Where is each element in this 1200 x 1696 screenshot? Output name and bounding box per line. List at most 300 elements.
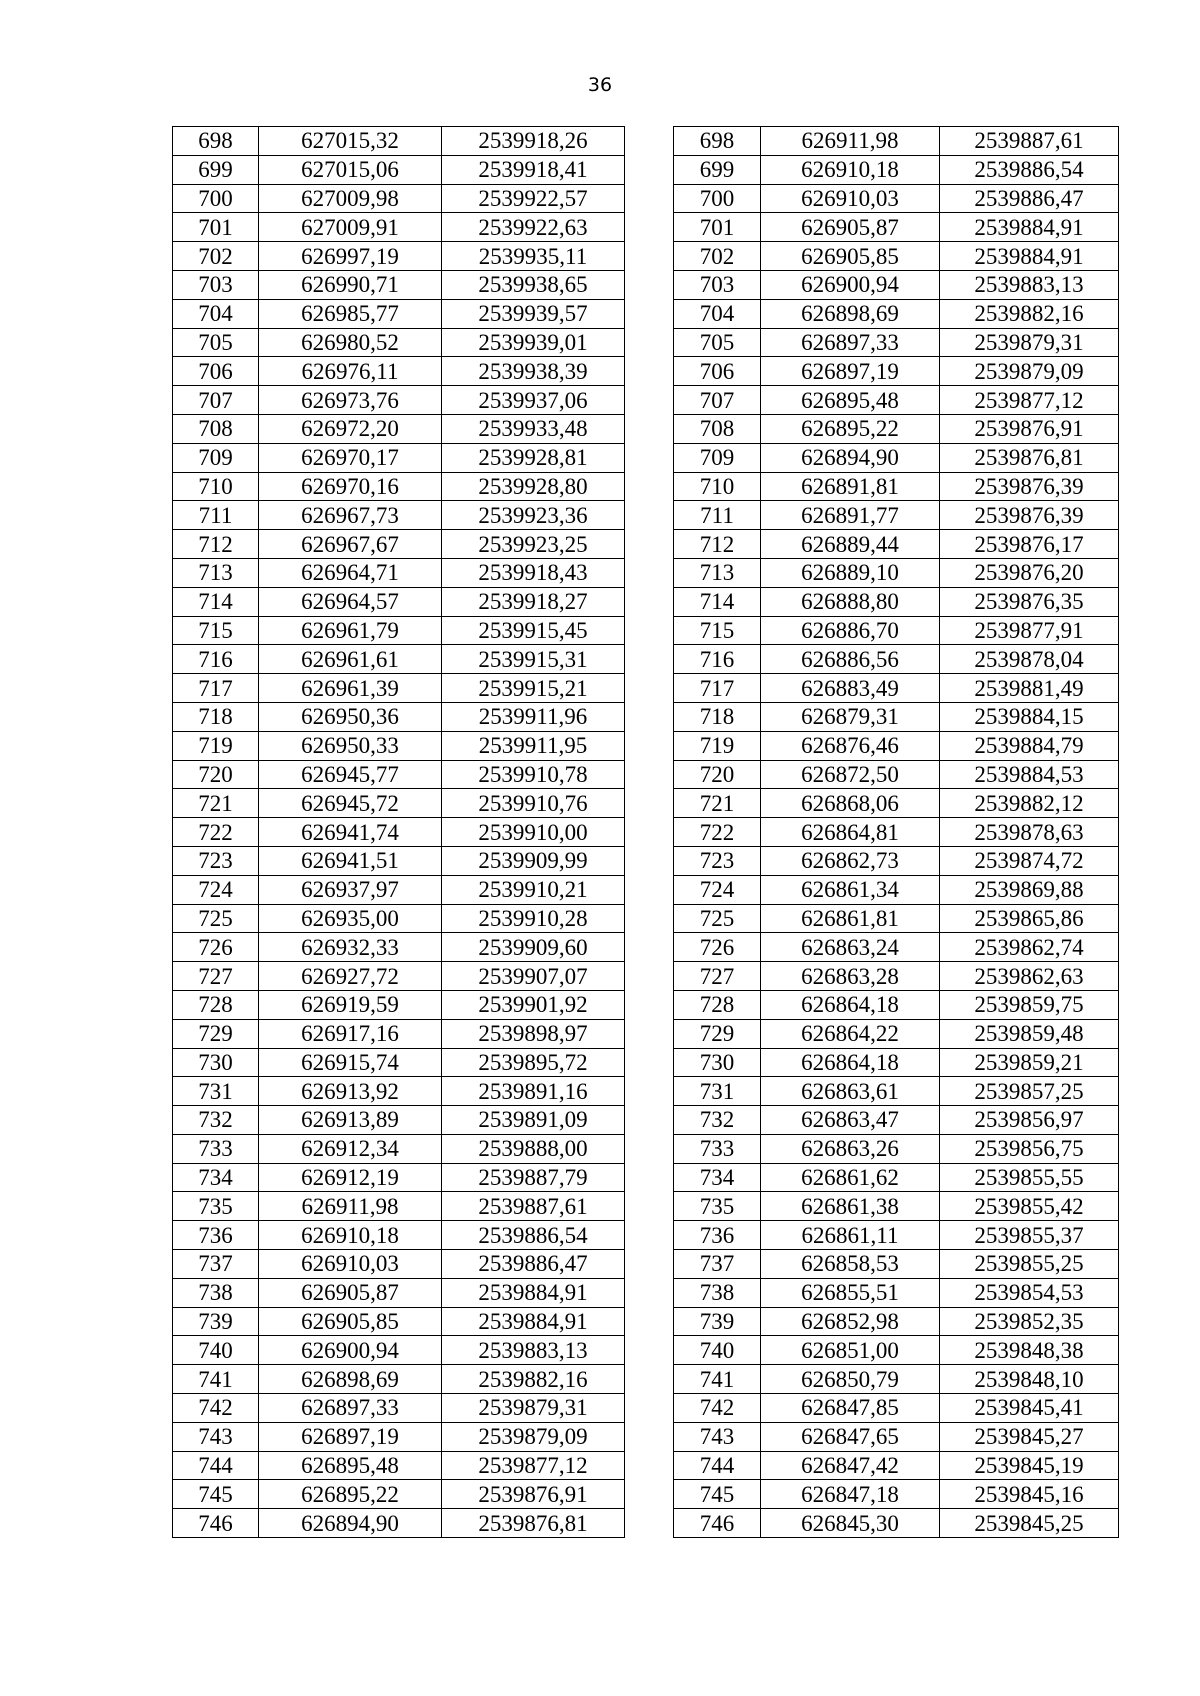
x-coordinate-cell: 626879,31 bbox=[761, 702, 940, 731]
y-coordinate-cell: 2539882,16 bbox=[442, 1365, 625, 1394]
x-coordinate-cell: 626913,89 bbox=[259, 1106, 442, 1135]
point-number-cell: 728 bbox=[674, 990, 761, 1019]
table-row bbox=[173, 1048, 1119, 1077]
point-number-cell: 719 bbox=[674, 731, 761, 760]
x-coordinate-cell: 626910,03 bbox=[259, 1250, 442, 1279]
x-coordinate-cell: 626950,36 bbox=[259, 702, 442, 731]
x-coordinate-cell: 626905,85 bbox=[259, 1307, 442, 1336]
point-number-cell: 739 bbox=[674, 1307, 761, 1336]
x-coordinate-cell: 626868,06 bbox=[761, 789, 940, 818]
table-row bbox=[173, 1365, 1119, 1394]
point-number-cell: 736 bbox=[173, 1221, 259, 1250]
y-coordinate-cell: 2539918,43 bbox=[442, 558, 625, 587]
y-coordinate-cell: 2539887,61 bbox=[442, 1192, 625, 1221]
x-coordinate-cell: 626895,48 bbox=[259, 1451, 442, 1480]
x-coordinate-cell: 626850,79 bbox=[761, 1365, 940, 1394]
x-coordinate-cell: 626891,81 bbox=[761, 472, 940, 501]
table-row bbox=[173, 1077, 1119, 1106]
x-coordinate-cell: 626964,57 bbox=[259, 587, 442, 616]
y-coordinate-cell: 2539918,41 bbox=[442, 155, 625, 184]
x-coordinate-cell: 626941,74 bbox=[259, 818, 442, 847]
table-row bbox=[173, 443, 1119, 472]
table-row bbox=[173, 299, 1119, 328]
column-gap-cell bbox=[625, 1394, 674, 1423]
x-coordinate-cell: 626847,42 bbox=[761, 1451, 940, 1480]
table-row bbox=[173, 990, 1119, 1019]
x-coordinate-cell: 626863,24 bbox=[761, 933, 940, 962]
point-number-cell: 701 bbox=[173, 213, 259, 242]
table-row bbox=[173, 1336, 1119, 1365]
y-coordinate-cell: 2539876,39 bbox=[940, 501, 1119, 530]
y-coordinate-cell: 2539845,27 bbox=[940, 1422, 1119, 1451]
column-gap-cell bbox=[625, 1077, 674, 1106]
table-row bbox=[173, 1307, 1119, 1336]
point-number-cell: 740 bbox=[173, 1336, 259, 1365]
y-coordinate-cell: 2539907,07 bbox=[442, 962, 625, 991]
table-row bbox=[173, 1106, 1119, 1135]
x-coordinate-cell: 626932,33 bbox=[259, 933, 442, 962]
table-row bbox=[173, 1422, 1119, 1451]
point-number-cell: 706 bbox=[674, 357, 761, 386]
x-coordinate-cell: 626889,10 bbox=[761, 558, 940, 587]
y-coordinate-cell: 2539910,78 bbox=[442, 760, 625, 789]
table-row bbox=[173, 1278, 1119, 1307]
x-coordinate-cell: 626970,16 bbox=[259, 472, 442, 501]
y-coordinate-cell: 2539891,16 bbox=[442, 1077, 625, 1106]
column-gap-cell bbox=[625, 357, 674, 386]
point-number-cell: 708 bbox=[674, 414, 761, 443]
column-gap-cell bbox=[625, 155, 674, 184]
table-row bbox=[173, 875, 1119, 904]
x-coordinate-cell: 627015,06 bbox=[259, 155, 442, 184]
table-row bbox=[173, 587, 1119, 616]
column-gap-cell bbox=[625, 875, 674, 904]
x-coordinate-cell: 626961,61 bbox=[259, 645, 442, 674]
point-number-cell: 721 bbox=[674, 789, 761, 818]
point-number-cell: 718 bbox=[674, 702, 761, 731]
y-coordinate-cell: 2539848,38 bbox=[940, 1336, 1119, 1365]
y-coordinate-cell: 2539877,91 bbox=[940, 616, 1119, 645]
point-number-cell: 719 bbox=[173, 731, 259, 760]
y-coordinate-cell: 2539886,47 bbox=[940, 184, 1119, 213]
y-coordinate-cell: 2539876,35 bbox=[940, 587, 1119, 616]
point-number-cell: 715 bbox=[173, 616, 259, 645]
y-coordinate-cell: 2539922,63 bbox=[442, 213, 625, 242]
column-gap-cell bbox=[625, 270, 674, 299]
y-coordinate-cell: 2539918,26 bbox=[442, 127, 625, 156]
y-coordinate-cell: 2539854,53 bbox=[940, 1278, 1119, 1307]
point-number-cell: 707 bbox=[674, 386, 761, 415]
y-coordinate-cell: 2539855,25 bbox=[940, 1250, 1119, 1279]
table-row bbox=[173, 357, 1119, 386]
y-coordinate-cell: 2539918,27 bbox=[442, 587, 625, 616]
point-number-cell: 733 bbox=[173, 1134, 259, 1163]
y-coordinate-cell: 2539909,60 bbox=[442, 933, 625, 962]
y-coordinate-cell: 2539939,01 bbox=[442, 328, 625, 357]
x-coordinate-cell: 626905,85 bbox=[761, 242, 940, 271]
y-coordinate-cell: 2539884,91 bbox=[442, 1278, 625, 1307]
point-number-cell: 732 bbox=[674, 1106, 761, 1135]
y-coordinate-cell: 2539887,61 bbox=[940, 127, 1119, 156]
x-coordinate-cell: 626872,50 bbox=[761, 760, 940, 789]
point-number-cell: 699 bbox=[173, 155, 259, 184]
y-coordinate-cell: 2539876,39 bbox=[940, 472, 1119, 501]
x-coordinate-cell: 626847,85 bbox=[761, 1394, 940, 1423]
y-coordinate-cell: 2539928,81 bbox=[442, 443, 625, 472]
x-coordinate-cell: 626927,72 bbox=[259, 962, 442, 991]
x-coordinate-cell: 626912,19 bbox=[259, 1163, 442, 1192]
x-coordinate-cell: 626900,94 bbox=[761, 270, 940, 299]
y-coordinate-cell: 2539878,04 bbox=[940, 645, 1119, 674]
point-number-cell: 707 bbox=[173, 386, 259, 415]
point-number-cell: 738 bbox=[674, 1278, 761, 1307]
page-number: 36 bbox=[587, 74, 613, 96]
x-coordinate-cell: 626894,90 bbox=[761, 443, 940, 472]
x-coordinate-cell: 626967,73 bbox=[259, 501, 442, 530]
x-coordinate-cell: 626895,22 bbox=[259, 1480, 442, 1509]
y-coordinate-cell: 2539856,97 bbox=[940, 1106, 1119, 1135]
x-coordinate-cell: 626883,49 bbox=[761, 674, 940, 703]
point-number-cell: 742 bbox=[674, 1394, 761, 1423]
x-coordinate-cell: 626913,92 bbox=[259, 1077, 442, 1106]
x-coordinate-cell: 626990,71 bbox=[259, 270, 442, 299]
y-coordinate-cell: 2539845,19 bbox=[940, 1451, 1119, 1480]
x-coordinate-cell: 626845,30 bbox=[761, 1509, 940, 1538]
x-coordinate-cell: 626985,77 bbox=[259, 299, 442, 328]
y-coordinate-cell: 2539877,12 bbox=[940, 386, 1119, 415]
x-coordinate-cell: 626891,77 bbox=[761, 501, 940, 530]
column-gap-cell bbox=[625, 1048, 674, 1077]
point-number-cell: 713 bbox=[674, 558, 761, 587]
column-gap-cell bbox=[625, 1365, 674, 1394]
column-gap-cell bbox=[625, 1106, 674, 1135]
column-gap-cell bbox=[625, 443, 674, 472]
y-coordinate-cell: 2539855,42 bbox=[940, 1192, 1119, 1221]
x-coordinate-cell: 626861,62 bbox=[761, 1163, 940, 1192]
x-coordinate-cell: 626967,67 bbox=[259, 530, 442, 559]
point-number-cell: 724 bbox=[173, 875, 259, 904]
point-number-cell: 715 bbox=[674, 616, 761, 645]
column-gap-cell bbox=[625, 933, 674, 962]
y-coordinate-cell: 2539895,72 bbox=[442, 1048, 625, 1077]
y-coordinate-cell: 2539882,12 bbox=[940, 789, 1119, 818]
table-row bbox=[173, 645, 1119, 674]
y-coordinate-cell: 2539869,88 bbox=[940, 875, 1119, 904]
y-coordinate-cell: 2539845,25 bbox=[940, 1509, 1119, 1538]
table-row bbox=[173, 789, 1119, 818]
point-number-cell: 742 bbox=[173, 1394, 259, 1423]
point-number-cell: 731 bbox=[674, 1077, 761, 1106]
x-coordinate-cell: 626851,00 bbox=[761, 1336, 940, 1365]
point-number-cell: 714 bbox=[674, 587, 761, 616]
point-number-cell: 726 bbox=[173, 933, 259, 962]
y-coordinate-cell: 2539923,36 bbox=[442, 501, 625, 530]
point-number-cell: 716 bbox=[674, 645, 761, 674]
column-gap-cell bbox=[625, 299, 674, 328]
point-number-cell: 746 bbox=[173, 1509, 259, 1538]
y-coordinate-cell: 2539923,25 bbox=[442, 530, 625, 559]
y-coordinate-cell: 2539877,12 bbox=[442, 1451, 625, 1480]
x-coordinate-cell: 626864,18 bbox=[761, 990, 940, 1019]
x-coordinate-cell: 626897,33 bbox=[259, 1394, 442, 1423]
point-number-cell: 731 bbox=[173, 1077, 259, 1106]
x-coordinate-cell: 626900,94 bbox=[259, 1336, 442, 1365]
y-coordinate-cell: 2539910,28 bbox=[442, 904, 625, 933]
x-coordinate-cell: 626945,72 bbox=[259, 789, 442, 818]
point-number-cell: 729 bbox=[674, 1019, 761, 1048]
column-gap-cell bbox=[625, 558, 674, 587]
y-coordinate-cell: 2539884,91 bbox=[940, 213, 1119, 242]
table-row bbox=[173, 1192, 1119, 1221]
point-number-cell: 717 bbox=[674, 674, 761, 703]
point-number-cell: 708 bbox=[173, 414, 259, 443]
column-gap-cell bbox=[625, 1019, 674, 1048]
y-coordinate-cell: 2539928,80 bbox=[442, 472, 625, 501]
y-coordinate-cell: 2539879,31 bbox=[442, 1394, 625, 1423]
x-coordinate-cell: 626973,76 bbox=[259, 386, 442, 415]
coordinates-table-body bbox=[173, 127, 1119, 1538]
y-coordinate-cell: 2539878,63 bbox=[940, 818, 1119, 847]
y-coordinate-cell: 2539886,47 bbox=[442, 1250, 625, 1279]
x-coordinate-cell: 627009,91 bbox=[259, 213, 442, 242]
point-number-cell: 737 bbox=[173, 1250, 259, 1279]
x-coordinate-cell: 626886,70 bbox=[761, 616, 940, 645]
point-number-cell: 728 bbox=[173, 990, 259, 1019]
point-number-cell: 744 bbox=[173, 1451, 259, 1480]
x-coordinate-cell: 626897,33 bbox=[761, 328, 940, 357]
point-number-cell: 710 bbox=[674, 472, 761, 501]
point-number-cell: 744 bbox=[674, 1451, 761, 1480]
y-coordinate-cell: 2539876,81 bbox=[442, 1509, 625, 1538]
x-coordinate-cell: 626905,87 bbox=[259, 1278, 442, 1307]
table-row bbox=[173, 328, 1119, 357]
y-coordinate-cell: 2539910,00 bbox=[442, 818, 625, 847]
x-coordinate-cell: 626915,74 bbox=[259, 1048, 442, 1077]
y-coordinate-cell: 2539886,54 bbox=[442, 1221, 625, 1250]
table-row bbox=[173, 558, 1119, 587]
x-coordinate-cell: 626980,52 bbox=[259, 328, 442, 357]
point-number-cell: 718 bbox=[173, 702, 259, 731]
table-row bbox=[173, 674, 1119, 703]
column-gap-cell bbox=[625, 1480, 674, 1509]
table-row bbox=[173, 760, 1119, 789]
y-coordinate-cell: 2539915,31 bbox=[442, 645, 625, 674]
column-gap-cell bbox=[625, 1134, 674, 1163]
column-gap-cell bbox=[625, 242, 674, 271]
x-coordinate-cell: 626897,19 bbox=[259, 1422, 442, 1451]
table-row bbox=[173, 386, 1119, 415]
column-gap-cell bbox=[625, 530, 674, 559]
table-row bbox=[173, 270, 1119, 299]
x-coordinate-cell: 626863,61 bbox=[761, 1077, 940, 1106]
y-coordinate-cell: 2539939,57 bbox=[442, 299, 625, 328]
point-number-cell: 700 bbox=[173, 184, 259, 213]
point-number-cell: 745 bbox=[674, 1480, 761, 1509]
table-row bbox=[173, 846, 1119, 875]
x-coordinate-cell: 626886,56 bbox=[761, 645, 940, 674]
x-coordinate-cell: 626898,69 bbox=[259, 1365, 442, 1394]
table-row bbox=[173, 1250, 1119, 1279]
column-gap-cell bbox=[625, 1192, 674, 1221]
point-number-cell: 720 bbox=[173, 760, 259, 789]
point-number-cell: 734 bbox=[173, 1163, 259, 1192]
y-coordinate-cell: 2539876,20 bbox=[940, 558, 1119, 587]
y-coordinate-cell: 2539922,57 bbox=[442, 184, 625, 213]
y-coordinate-cell: 2539859,48 bbox=[940, 1019, 1119, 1048]
table-row bbox=[173, 1019, 1119, 1048]
y-coordinate-cell: 2539938,65 bbox=[442, 270, 625, 299]
y-coordinate-cell: 2539882,16 bbox=[940, 299, 1119, 328]
y-coordinate-cell: 2539862,74 bbox=[940, 933, 1119, 962]
point-number-cell: 745 bbox=[173, 1480, 259, 1509]
x-coordinate-cell: 626855,51 bbox=[761, 1278, 940, 1307]
column-gap-cell bbox=[625, 1422, 674, 1451]
x-coordinate-cell: 626864,81 bbox=[761, 818, 940, 847]
table-row bbox=[173, 933, 1119, 962]
point-number-cell: 705 bbox=[173, 328, 259, 357]
y-coordinate-cell: 2539891,09 bbox=[442, 1106, 625, 1135]
point-number-cell: 725 bbox=[173, 904, 259, 933]
x-coordinate-cell: 626961,39 bbox=[259, 674, 442, 703]
y-coordinate-cell: 2539845,16 bbox=[940, 1480, 1119, 1509]
point-number-cell: 730 bbox=[674, 1048, 761, 1077]
table-row bbox=[173, 731, 1119, 760]
y-coordinate-cell: 2539938,39 bbox=[442, 357, 625, 386]
column-gap-cell bbox=[625, 1250, 674, 1279]
column-gap-cell bbox=[625, 731, 674, 760]
point-number-cell: 735 bbox=[173, 1192, 259, 1221]
point-number-cell: 700 bbox=[674, 184, 761, 213]
point-number-cell: 741 bbox=[173, 1365, 259, 1394]
x-coordinate-cell: 627015,32 bbox=[259, 127, 442, 156]
point-number-cell: 736 bbox=[674, 1221, 761, 1250]
point-number-cell: 704 bbox=[674, 299, 761, 328]
point-number-cell: 727 bbox=[173, 962, 259, 991]
x-coordinate-cell: 626889,44 bbox=[761, 530, 940, 559]
point-number-cell: 725 bbox=[674, 904, 761, 933]
point-number-cell: 722 bbox=[674, 818, 761, 847]
table-row bbox=[173, 414, 1119, 443]
column-gap-cell bbox=[625, 414, 674, 443]
column-gap-cell bbox=[625, 213, 674, 242]
table-row bbox=[173, 1451, 1119, 1480]
point-number-cell: 734 bbox=[674, 1163, 761, 1192]
point-number-cell: 711 bbox=[674, 501, 761, 530]
x-coordinate-cell: 626847,18 bbox=[761, 1480, 940, 1509]
column-gap-cell bbox=[625, 645, 674, 674]
y-coordinate-cell: 2539888,00 bbox=[442, 1134, 625, 1163]
x-coordinate-cell: 626910,18 bbox=[259, 1221, 442, 1250]
y-coordinate-cell: 2539937,06 bbox=[442, 386, 625, 415]
point-number-cell: 713 bbox=[173, 558, 259, 587]
column-gap-cell bbox=[625, 328, 674, 357]
y-coordinate-cell: 2539911,96 bbox=[442, 702, 625, 731]
x-coordinate-cell: 626912,34 bbox=[259, 1134, 442, 1163]
x-coordinate-cell: 626910,18 bbox=[761, 155, 940, 184]
table-row bbox=[173, 530, 1119, 559]
y-coordinate-cell: 2539879,31 bbox=[940, 328, 1119, 357]
y-coordinate-cell: 2539876,81 bbox=[940, 443, 1119, 472]
point-number-cell: 724 bbox=[674, 875, 761, 904]
x-coordinate-cell: 626852,98 bbox=[761, 1307, 940, 1336]
table-row bbox=[173, 127, 1119, 156]
table-row bbox=[173, 1394, 1119, 1423]
x-coordinate-cell: 626861,38 bbox=[761, 1192, 940, 1221]
y-coordinate-cell: 2539879,09 bbox=[940, 357, 1119, 386]
y-coordinate-cell: 2539857,25 bbox=[940, 1077, 1119, 1106]
table-row bbox=[173, 184, 1119, 213]
y-coordinate-cell: 2539884,79 bbox=[940, 731, 1119, 760]
point-number-cell: 714 bbox=[173, 587, 259, 616]
point-number-cell: 727 bbox=[674, 962, 761, 991]
x-coordinate-cell: 626972,20 bbox=[259, 414, 442, 443]
column-gap-cell bbox=[625, 760, 674, 789]
y-coordinate-cell: 2539876,91 bbox=[940, 414, 1119, 443]
y-coordinate-cell: 2539876,17 bbox=[940, 530, 1119, 559]
point-number-cell: 726 bbox=[674, 933, 761, 962]
y-coordinate-cell: 2539915,45 bbox=[442, 616, 625, 645]
column-gap-cell bbox=[625, 386, 674, 415]
table-row bbox=[173, 1163, 1119, 1192]
column-gap-cell bbox=[625, 1278, 674, 1307]
column-gap-cell bbox=[625, 1336, 674, 1365]
x-coordinate-cell: 626894,90 bbox=[259, 1509, 442, 1538]
point-number-cell: 741 bbox=[674, 1365, 761, 1394]
x-coordinate-cell: 626858,53 bbox=[761, 1250, 940, 1279]
point-number-cell: 698 bbox=[674, 127, 761, 156]
point-number-cell: 712 bbox=[674, 530, 761, 559]
column-gap-cell bbox=[625, 818, 674, 847]
column-gap-cell bbox=[625, 1163, 674, 1192]
y-coordinate-cell: 2539915,21 bbox=[442, 674, 625, 703]
point-number-cell: 739 bbox=[173, 1307, 259, 1336]
y-coordinate-cell: 2539855,37 bbox=[940, 1221, 1119, 1250]
y-coordinate-cell: 2539856,75 bbox=[940, 1134, 1119, 1163]
column-gap-cell bbox=[625, 587, 674, 616]
y-coordinate-cell: 2539910,76 bbox=[442, 789, 625, 818]
y-coordinate-cell: 2539859,21 bbox=[940, 1048, 1119, 1077]
point-number-cell: 743 bbox=[173, 1422, 259, 1451]
column-gap-cell bbox=[625, 1509, 674, 1538]
point-number-cell: 705 bbox=[674, 328, 761, 357]
table-row bbox=[173, 616, 1119, 645]
x-coordinate-cell: 626847,65 bbox=[761, 1422, 940, 1451]
x-coordinate-cell: 626888,80 bbox=[761, 587, 940, 616]
y-coordinate-cell: 2539883,13 bbox=[940, 270, 1119, 299]
column-gap-cell bbox=[625, 990, 674, 1019]
point-number-cell: 716 bbox=[173, 645, 259, 674]
y-coordinate-cell: 2539848,10 bbox=[940, 1365, 1119, 1394]
x-coordinate-cell: 626935,00 bbox=[259, 904, 442, 933]
table-row bbox=[173, 1509, 1119, 1538]
y-coordinate-cell: 2539845,41 bbox=[940, 1394, 1119, 1423]
table-row bbox=[173, 702, 1119, 731]
column-gap-cell bbox=[625, 1221, 674, 1250]
column-gap-cell bbox=[625, 1451, 674, 1480]
point-number-cell: 746 bbox=[674, 1509, 761, 1538]
point-number-cell: 712 bbox=[173, 530, 259, 559]
table-row bbox=[173, 501, 1119, 530]
table-row bbox=[173, 242, 1119, 271]
point-number-cell: 701 bbox=[674, 213, 761, 242]
x-coordinate-cell: 626905,87 bbox=[761, 213, 940, 242]
y-coordinate-cell: 2539898,97 bbox=[442, 1019, 625, 1048]
y-coordinate-cell: 2539884,53 bbox=[940, 760, 1119, 789]
x-coordinate-cell: 626863,26 bbox=[761, 1134, 940, 1163]
y-coordinate-cell: 2539852,35 bbox=[940, 1307, 1119, 1336]
column-gap-cell bbox=[625, 904, 674, 933]
y-coordinate-cell: 2539901,92 bbox=[442, 990, 625, 1019]
